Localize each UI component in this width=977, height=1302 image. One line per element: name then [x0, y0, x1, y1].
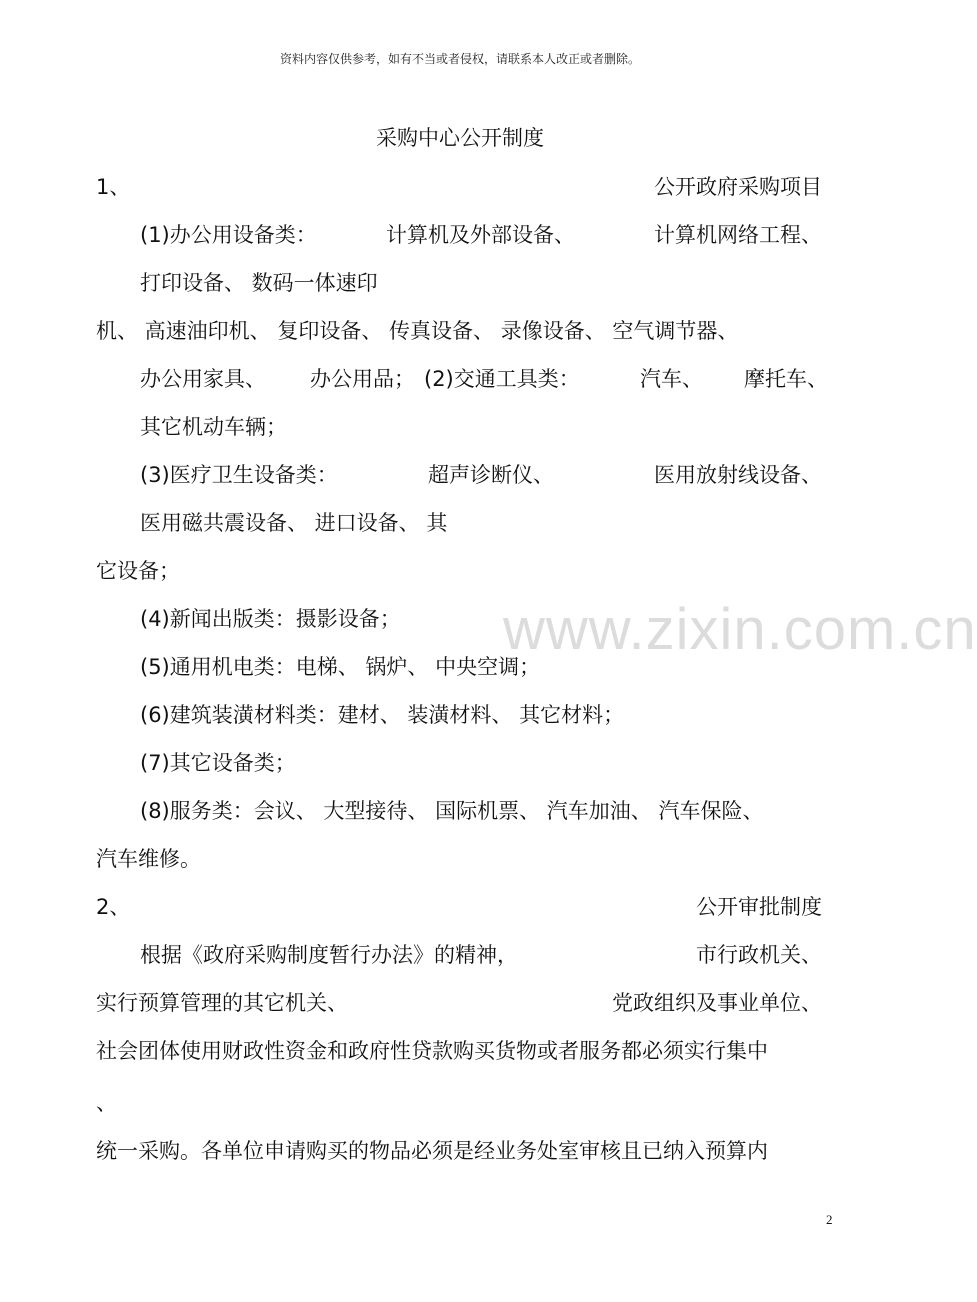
item-3-label: (3)医疗卫生设备类：	[140, 463, 338, 487]
para-line-4: 、	[96, 1091, 117, 1115]
item-3-line-3: 它设备；	[96, 559, 180, 583]
section-1-number: 1、	[96, 175, 131, 199]
item-1-line-4a: 办公用家具、	[140, 367, 266, 391]
section-1-heading: 公开政府采购项目	[654, 175, 822, 199]
para-line-3: 社会团体使用财政性资金和政府性贷款购买货物或者服务都必须实行集中	[96, 1039, 768, 1063]
item-2-text-b: 摩托车、	[744, 367, 828, 391]
para-line-2b: 党政组织及事业单位、	[612, 991, 822, 1015]
item-2-label: (2)交通工具类：	[424, 367, 580, 391]
item-3-text-b: 医用放射线设备、	[654, 463, 822, 487]
item-1-label: (1)办公用设备类：	[140, 223, 317, 247]
item-5: (5)通用机电类：电梯、 锅炉、 中央空调；	[140, 655, 541, 679]
item-1-line-3: 机、 高速油印机、 复印设备、 传真设备、 录像设备、 空气调节器、	[96, 319, 739, 343]
item-8-line-2: 汽车维修。	[96, 847, 201, 871]
para-line-5: 统一采购。各单位申请购买的物品必须是经业务处室审核且已纳入预算内	[96, 1139, 768, 1163]
para-line-1a: 根据《政府采购制度暂行办法》的精神，	[140, 943, 518, 967]
item-7: (7)其它设备类；	[140, 751, 296, 775]
para-line-2a: 实行预算管理的其它机关、	[96, 991, 348, 1015]
item-8: (8)服务类：会议、 大型接待、 国际机票、 汽车加油、 汽车保险、	[140, 799, 764, 823]
item-1-text-a: 计算机及外部设备、	[386, 223, 575, 247]
section-2-number: 2、	[96, 895, 131, 919]
page-number: 2	[826, 1212, 833, 1227]
section-2-heading: 公开审批制度	[696, 895, 822, 919]
item-3-text-a: 超声诊断仪、	[428, 463, 554, 487]
item-1-line-2: 打印设备、 数码一体速印	[140, 271, 378, 295]
item-1-line-4b: 办公用品；	[310, 367, 415, 391]
document-title: 采购中心公开制度	[376, 126, 544, 150]
item-3-line-2: 医用磁共震设备、 进口设备、 其	[140, 511, 448, 535]
para-line-1b: 市行政机关、	[696, 943, 822, 967]
item-1-text-b: 计算机网络工程、	[654, 223, 822, 247]
disclaimer-header: 资料内容仅供参考，如有不当或者侵权，请联系本人改正或者删除。	[279, 52, 640, 66]
item-2-text-a: 汽车、	[640, 367, 703, 391]
watermark: www.zixin.com.cn	[503, 597, 977, 662]
item-2-line-2: 其它机动车辆；	[140, 415, 287, 439]
item-4: (4)新闻出版类：摄影设备；	[140, 607, 401, 631]
item-6: (6)建筑装潢材料类：建材、 装潢材料、 其它材料；	[140, 703, 625, 727]
